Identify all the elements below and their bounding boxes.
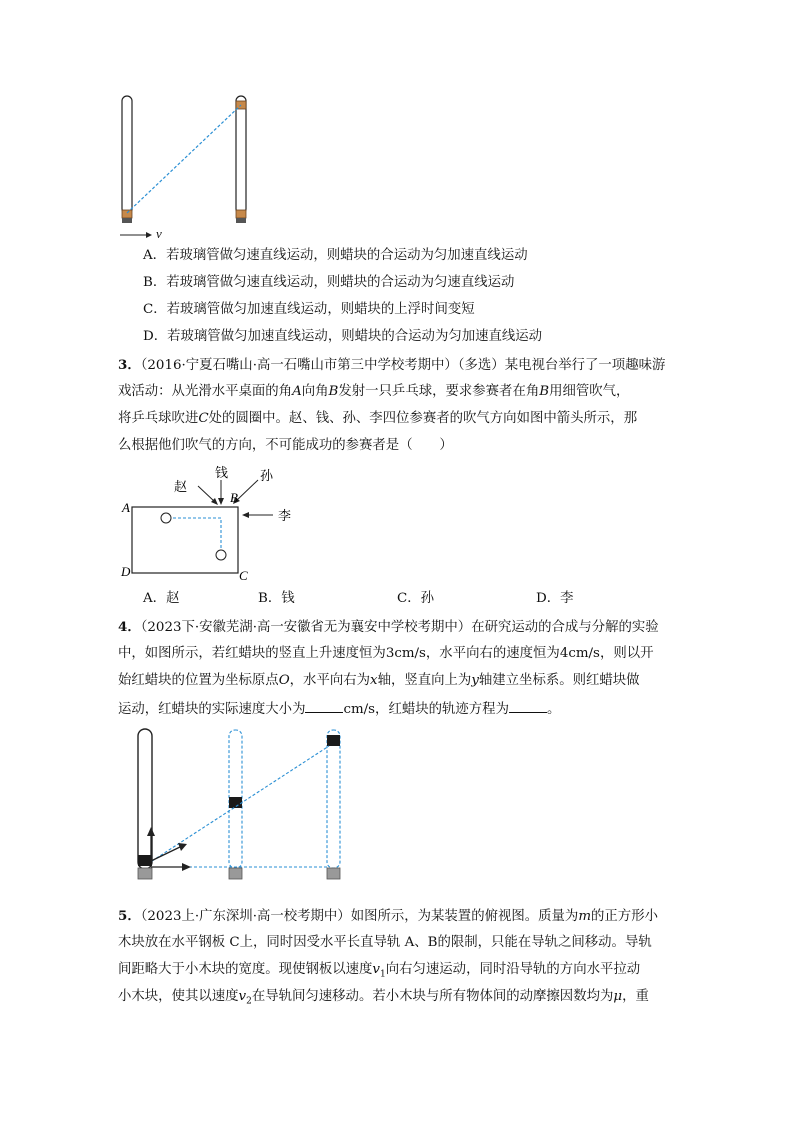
right-glass-tube xyxy=(236,96,246,214)
q3-choice-b[interactable]: B．钱 xyxy=(258,591,295,606)
ball-start-circle xyxy=(161,513,171,523)
q5-line-4: 小木块，使其以速度$v_2$在导轨间匀速移动。若小木块与所有物体间的动摩擦因数均为μ，重 xyxy=(118,989,649,1007)
label-qian: 钱 xyxy=(215,465,229,480)
trajectory-dashed-line xyxy=(127,105,241,213)
target-circle xyxy=(216,550,226,560)
wax-block-middle xyxy=(229,797,242,808)
q3-choice-c[interactable]: C．孙 xyxy=(397,591,435,606)
q4-line-3: 始红蜡块的位置为坐标原点O，水平向右为x轴，竖直向上为y轴建立坐标系。则红蜡块做 xyxy=(118,673,640,688)
q5-line-2: 木块放在水平钢板 C上，同时因受水平长直导轨 A、B的限制，只能在导轨之间移动。导轨 xyxy=(118,935,652,950)
q3-line-2: 戏活动：从光滑水平桌面的角A向角B发射一只乒乓球，要求参赛者在角B用细管吹气， xyxy=(118,384,630,399)
wax-block-right xyxy=(327,735,340,746)
path-dashed xyxy=(173,518,221,548)
corner-c: C xyxy=(239,568,248,583)
corner-a: A xyxy=(122,500,130,515)
label-zhao: 赵 xyxy=(174,479,188,494)
q3-choice-a[interactable]: A．赵 xyxy=(143,591,180,606)
q5-line-3: 间距略大于小木块的宽度。现使钢板以速度$v_1$向右匀速运动，同时沿导轨的方向水平拉动 xyxy=(118,962,641,980)
corner-b: B xyxy=(230,490,238,505)
q3-line-4: 么根据他们吹气的方向，不可能成功的参赛者是（ ） xyxy=(118,438,453,453)
q5-line-1: 5．（2023上·广东深圳·高一校考期中）如图所示，为某装置的俯视图。质量为m的正方形小 xyxy=(118,908,658,924)
left-glass-tube xyxy=(122,96,132,214)
left-tube-plug xyxy=(122,218,132,223)
option-c[interactable]: C．若玻璃管做匀加速直线运动，则蜡块的上浮时间变短 xyxy=(143,302,475,317)
solid-glass-tube xyxy=(138,729,152,869)
label-sun: 孙 xyxy=(260,468,274,483)
corner-d: D xyxy=(121,564,131,579)
q4-line-2: 中，如图所示，若红蜡块的竖直上升速度恒为3cm/s，水平向右的速度恒为4cm/s，则以开 xyxy=(118,646,654,661)
table-rectangle xyxy=(132,507,238,573)
q4-blank-equation[interactable] xyxy=(509,698,547,713)
arrow-zhao xyxy=(198,486,215,502)
q4-line-1: 4．（2023下·安徽芜湖·高一安徽省无为襄安中学校考期中）在研究运动的合成与分解的实验 xyxy=(118,619,659,635)
q4-line-4: 运动，红蜡块的实际速度大小为 cm/s，红蜡块的轨迹方程为 。 xyxy=(118,698,560,720)
option-a[interactable]: A．若玻璃管做匀速直线运动，则蜡块的合运动为匀加速直线运动 xyxy=(143,248,528,263)
right-tube-plug xyxy=(236,210,246,218)
wax-block-start xyxy=(138,855,152,866)
velocity-label: v xyxy=(156,226,162,241)
arrow-sun xyxy=(236,480,258,501)
figure-table-top xyxy=(118,462,308,584)
figure-glass-tubes xyxy=(112,92,262,242)
figure-red-wax-block xyxy=(132,726,352,884)
dashed-tube-right xyxy=(327,730,340,868)
q4-blank-speed[interactable] xyxy=(305,698,343,713)
label-li: 李 xyxy=(278,508,292,523)
q3-line-1: 3．（2016·宁夏石嘴山·高一石嘴山市第三中学校考期中）（多选）某电视台举行了一项趣味游 xyxy=(118,357,666,373)
option-b[interactable]: B．若玻璃管做匀速直线运动，则蜡块的合运动为匀速直线运动 xyxy=(143,275,515,290)
q3-line-3: 将乒乓球吹进C处的圆圈中。赵、钱、孙、李四位参赛者的吹气方向如图中箭头所示，那 xyxy=(118,411,638,426)
left-wax-block xyxy=(122,210,132,218)
option-d[interactable]: D．若玻璃管做匀加速直线运动，则蜡块的合运动为匀加速直线运动 xyxy=(143,329,543,344)
arrow-diagonal xyxy=(151,847,180,861)
q3-choice-d[interactable]: D．李 xyxy=(536,591,574,606)
